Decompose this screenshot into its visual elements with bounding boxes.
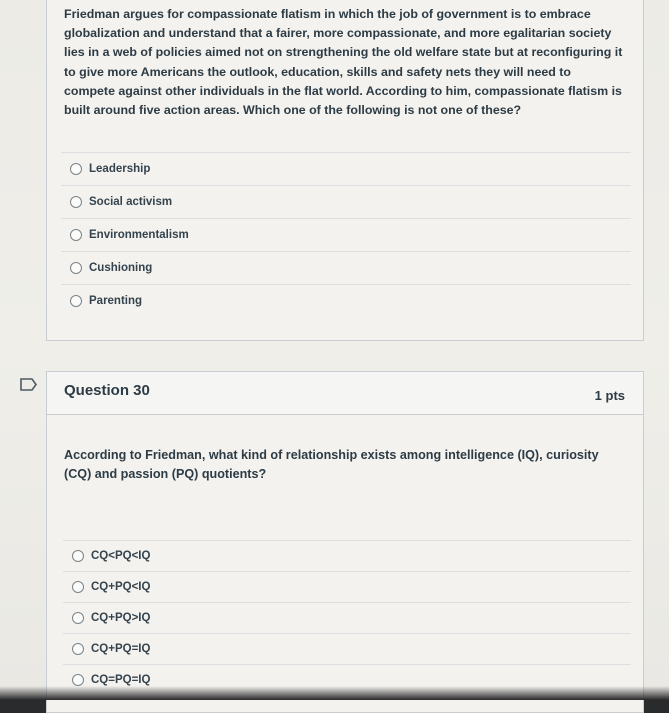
radio-unchecked-icon[interactable] [70,196,82,208]
flag-icon[interactable] [20,378,38,391]
question-30-text: According to Friedman, what kind of relationship exists among intelligence (IQ), curiosity (CQ) and passion (PQ) quotients? [64,448,599,482]
answer-label: CQ+PQ>IQ [91,612,151,624]
radio-unchecked-icon[interactable] [72,643,84,655]
answer-label: Parenting [89,295,143,307]
question-29-answers [61,152,631,317]
question-29-text: Friedman argues for compassionate flatism in which the job of government is to embrace globalization and understand that a fairer, more compassionate, and more egalitarian society lies in a web of policies aimed not on strengthening the old welfare state but at reconfiguring it to give more Americans the outlook, education, skills and safety nets they will need to compete against other individuals in the flat world. According to him, compassionate flatism is built around five action areas. Which one of the following is not one of these? [64,7,623,118]
question-points: 1 pts [594,388,625,403]
question-29-card [46,0,644,341]
radio-unchecked-icon[interactable] [72,581,84,593]
answer-label: Environmentalism [89,229,189,241]
radio-unchecked-icon[interactable] [72,674,84,686]
question-title: Question 30 [64,382,150,399]
radio-unchecked-icon[interactable] [70,229,82,241]
answer-option-social-activism[interactable] [61,185,631,218]
answer-label: Cushioning [89,262,153,274]
answer-option-1[interactable] [63,540,631,571]
question-30-answers [63,540,631,695]
radio-unchecked-icon[interactable] [70,295,82,307]
answer-option-environmentalism[interactable] [61,218,631,251]
answer-label: Social activism [89,196,173,208]
answer-label: CQ=PQ=IQ [91,674,151,686]
radio-unchecked-icon[interactable] [70,262,82,274]
answer-option-leadership[interactable] [61,152,631,185]
answer-option-4[interactable] [63,633,631,664]
answer-label: CQ+PQ<IQ [91,581,151,593]
answer-label: CQ+PQ=IQ [91,643,151,655]
answer-option-cushioning[interactable] [61,251,631,284]
question-30-card [46,371,644,713]
answer-option-2[interactable] [63,571,631,602]
radio-unchecked-icon[interactable] [72,550,84,562]
answer-option-3[interactable] [63,602,631,633]
radio-unchecked-icon[interactable] [72,612,84,624]
question-header [47,372,643,415]
answer-option-parenting[interactable] [61,284,631,317]
screen-edge-shadow [0,686,669,700]
answer-label: Leadership [89,163,151,175]
answer-label: CQ<PQ<IQ [91,550,151,562]
radio-unchecked-icon[interactable] [70,163,82,175]
